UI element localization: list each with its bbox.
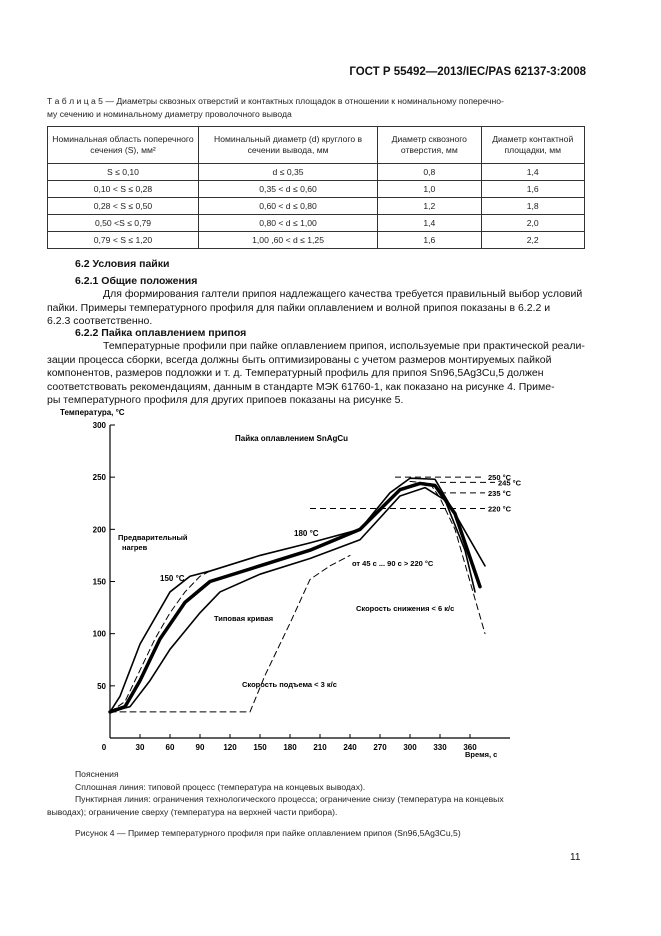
x-tick-label: 300 (403, 743, 417, 752)
section-6-2-1-body (47, 288, 587, 329)
table-caption (47, 95, 587, 121)
paragraph-line: соответствовать рекомендациям, данным в стандарте МЭК 61760-1, как показано на рисунке 4. Приме- (47, 380, 555, 393)
table-cell: 1,00 ,60 < d ≤ 1,25 (198, 232, 377, 249)
table-row (48, 215, 585, 232)
notes-dashed-line1: Пунктирная линия: ограничения технологического процесса; ограничение снизу (температура на концевых (75, 794, 504, 804)
section-6-2-1-title: 6.2.1 Общие положения (75, 275, 198, 287)
y-tick-label: 100 (92, 629, 106, 639)
table-row (48, 232, 585, 249)
series-line (110, 478, 485, 712)
paragraph-line: пайки. Примеры температурного профиля для пайки оплавлением и волной припоя показаны в 6.2.2 и (47, 301, 551, 314)
section-6-2-title: 6.2 Условия пайки (75, 258, 170, 270)
x-tick-label: 90 (195, 743, 205, 752)
table-cell: 1,6 (481, 181, 585, 198)
paragraph-line: компонентов, размеров подложки и т. д. Температурный профиль для припоя Sn96,5Ag3Cu,5 должен (47, 367, 544, 380)
annotation-ramp-down: Скорость снижения < 6 к/с (356, 604, 455, 613)
table-cell: 0,28 < S ≤ 0,50 (48, 198, 199, 215)
reference-line-label: 220 °С (488, 504, 512, 514)
paragraph-line: зации процесса сборки, всегда должны быть оптимизированы с учетом размеров монтируемых пайкой (47, 353, 552, 366)
figure-notes (47, 768, 587, 818)
x-tick-label: 270 (373, 743, 387, 752)
table-header-cell: Номинальная область поперечного сечения (S), мм² (48, 127, 199, 164)
x-tick-label: 330 (433, 743, 447, 752)
annotation-150: 150 °С (160, 574, 185, 583)
x-tick-label: 360 (463, 743, 477, 752)
page-number: 11 (570, 852, 581, 863)
x-tick-label: 150 (253, 743, 267, 752)
annotation-preheat-line: Предварительный (118, 533, 188, 542)
table-cell: 1,6 (378, 232, 481, 249)
table-caption-line1: Т а б л и ц а 5 — Диаметры сквозных отверстий и контактных площадок в отношении к номинальному поперечно- (47, 96, 504, 106)
x-tick-label: 120 (223, 743, 237, 752)
paragraph-line: ры температурного профиля для других припоев показаны на рисунке 5. (47, 394, 404, 407)
x-tick-label: 210 (313, 743, 327, 752)
table-cell: 0,80 < d ≤ 1,00 (198, 215, 377, 232)
temperature-profile-chart (60, 403, 580, 763)
table-cell: 1,4 (378, 215, 481, 232)
paragraph-line: 6.2.3 соответственно. (47, 315, 153, 328)
y-tick-label: 150 (92, 577, 106, 587)
diameter-table (47, 126, 585, 249)
annotation-180: 180 °С (294, 529, 319, 538)
section-6-2-2-title: 6.2.2 Пайка оплавлением припоя (75, 327, 247, 339)
table-cell: 1,8 (481, 198, 585, 215)
x-tick-label: 180 (283, 743, 297, 752)
table-cell: S ≤ 0,10 (48, 164, 199, 181)
y-tick-label: 250 (92, 473, 106, 483)
chart-title: Пайка оплавлением SnAgCu (235, 434, 349, 443)
table-caption-line2: му сечению и номинальному диаметру проволочного вывода (47, 109, 292, 119)
annotation-preheat-line: нагрев (122, 543, 148, 552)
x-tick-label: 240 (343, 743, 357, 752)
table-cell: 1,2 (378, 198, 481, 215)
annotation-ramp-up: Скорость подъема < 3 к/с (242, 680, 337, 689)
figure-caption: Рисунок 4 — Пример температурного профиля при пайке оплавлением припоя (Sn96,5Ag3Cu,5) (75, 828, 461, 838)
paragraph-line: Для формирования галтели припоя надлежащего качества требуется правильный выбор условий (103, 288, 583, 300)
reference-line-label: 245 °С (498, 478, 522, 488)
paragraph-line: Температурные профили при пайке оплавлением припоя, используемые при практической реали- (103, 340, 585, 352)
table-row (48, 181, 585, 198)
notes-dashed-line2: выводах); ограничение сверху (температура на верхней части прибора). (47, 806, 338, 817)
table-header-cell: Диаметр сквозного отверстия, мм (378, 127, 481, 164)
table-cell: d ≤ 0,35 (198, 164, 377, 181)
x-tick-label: 60 (165, 743, 175, 752)
chart-ylabel: Температура, °С (60, 408, 125, 417)
table-header-cell: Диаметр контактной площадки, мм (481, 127, 585, 164)
annotation-dwell: от 45 с ... 90 с > 220 °С (352, 559, 434, 568)
x-tick-label: 30 (135, 743, 145, 752)
x-tick-label: 0 (101, 743, 107, 752)
table-cell: 2,0 (481, 215, 585, 232)
y-tick-label: 200 (92, 525, 106, 535)
chart-xlabel: Время, с (465, 750, 498, 759)
table-cell: 0,35 < d ≤ 0,60 (198, 181, 377, 198)
reference-line-label: 250 °С (488, 473, 512, 483)
table-cell: 2,2 (481, 232, 585, 249)
document-header: ГОСТ Р 55492—2013/IEC/PAS 62137-3:2008 (349, 66, 586, 78)
y-tick-label: 300 (92, 421, 106, 430)
reference-line-label: 235 °С (488, 488, 512, 498)
table-row (48, 164, 585, 181)
notes-solid: Сплошная линия: типовой процесс (температура на концевых выводах). (75, 781, 366, 792)
notes-title: Пояснения (75, 769, 119, 779)
table-row (48, 198, 585, 215)
table-cell: 0,8 (378, 164, 481, 181)
table-cell: 0,50 <S ≤ 0,79 (48, 215, 199, 232)
table-cell: 0,60 < d ≤ 0,80 (198, 198, 377, 215)
table-cell: 0,10 < S ≤ 0,28 (48, 181, 199, 198)
section-6-2-2-body (47, 340, 587, 408)
y-tick-label: 50 (97, 681, 106, 691)
table-header-row (48, 127, 585, 164)
annotation-typical: Типовая кривая (214, 614, 274, 623)
annotation-preheat (118, 533, 190, 552)
chart-svg (60, 403, 580, 763)
table-cell: 0,79 < S ≤ 1,20 (48, 232, 199, 249)
table-cell: 1,0 (378, 181, 481, 198)
table-cell: 1,4 (481, 164, 585, 181)
series-line (110, 483, 480, 711)
table-header-cell: Номинальный диаметр (d) круглого в сечении вывода, мм (198, 127, 377, 164)
